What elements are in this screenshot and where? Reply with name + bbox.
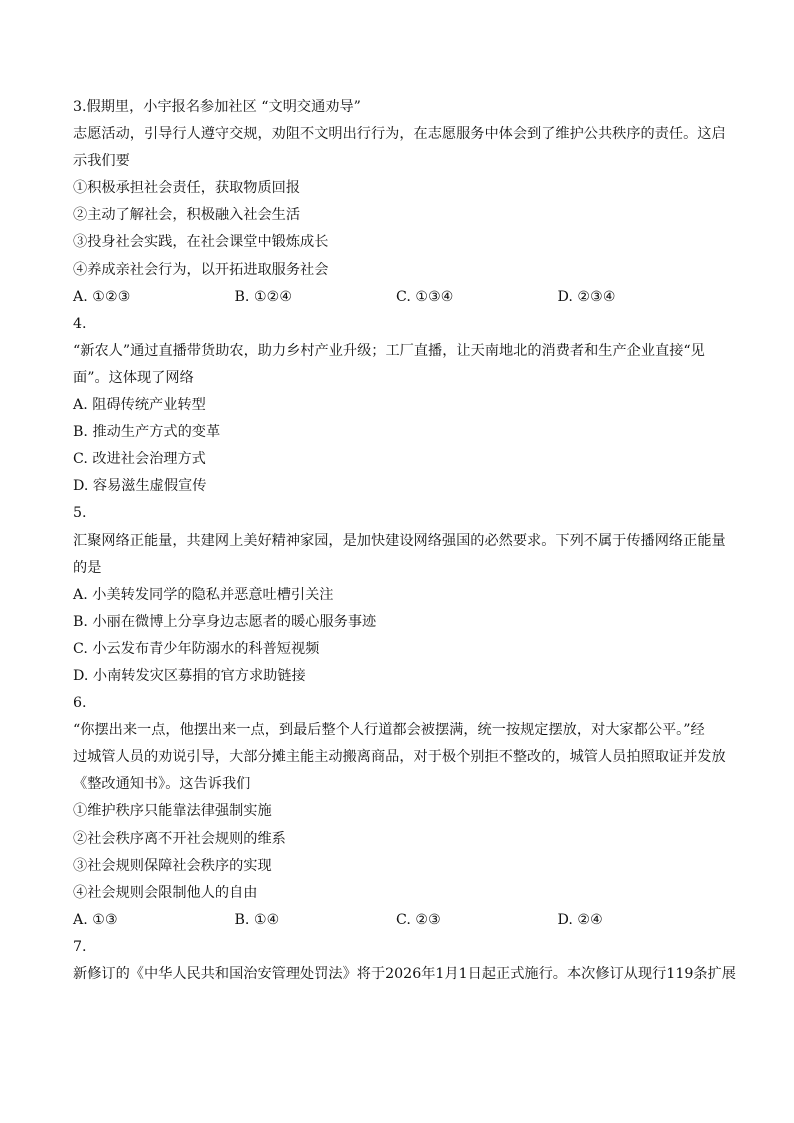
q6-option-a[interactable]: A. ①③ — [73, 911, 118, 928]
q5-stem-line-2: 的是 — [73, 559, 102, 576]
q6-option-c[interactable]: C. ②③ — [396, 911, 441, 928]
q4-number: 4. — [73, 315, 87, 332]
q3-statement-1: ①积极承担社会责任，获取物质回报 — [73, 180, 301, 197]
q6-statement-2: ②社会秩序离不开社会规则的维系 — [73, 830, 286, 847]
q3-stem-first: 假期里，小宇报名参加社区 “文明交通劝导” — [86, 99, 361, 115]
q6-stem-line-1: “你摆出来一点，他摆出来一点，到最后整个人行道都会被摆满，统一按规定摆放，对大家都公平。”经 — [73, 722, 705, 739]
q5-option-c[interactable]: C. 小云发布青少年防溺水的科普短视频 — [73, 640, 320, 657]
q5-option-d[interactable]: D. 小南转发灾区募捐的官方求助链接 — [73, 667, 306, 684]
q6-option-d[interactable]: D. ②④ — [557, 911, 603, 928]
q3-option-c[interactable]: C. ①③④ — [396, 288, 454, 305]
q3-stem-line-2: 示我们要 — [73, 153, 130, 170]
q6-number: 6. — [73, 695, 87, 712]
q5-option-b[interactable]: B. 小丽在微博上分享身边志愿者的暖心服务事迹 — [73, 613, 377, 630]
q3-stem-line-1: 志愿活动，引导行人遵守交规，劝阻不文明出行行为，在志愿服务中体会到了维护公共秩序的责任。这启 — [73, 126, 726, 143]
q7-number: 7. — [73, 938, 87, 955]
q3-statement-2: ②主动了解社会，积极融入社会生活 — [73, 207, 301, 224]
q3-header — [73, 94, 723, 121]
q3-option-b[interactable]: B. ①②④ — [234, 288, 293, 305]
q4-option-a[interactable]: A. 阻碍传统产业转型 — [73, 397, 206, 414]
q6-statement-1: ①维护秩序只能靠法律强制实施 — [73, 803, 272, 820]
q5-number: 5. — [73, 505, 87, 522]
q7-stem-line-1: 新修订的《中华人民共和国治安管理处罚法》将于2026年1月1日起正式施行。本次修订从现行119条扩展 — [73, 966, 736, 982]
q4-stem-line-2: 面”。这体现了网络 — [73, 369, 194, 386]
q6-option-b[interactable]: B. ①④ — [234, 911, 280, 928]
q6-stem-line-2: 过城管人员的劝说引导，大部分摊主能主动搬离商品，对于极个别拒不整改的，城管人员拍照取证并发放 — [73, 749, 726, 766]
q5-option-a[interactable]: A. 小美转发同学的隐私并恶意吐槽引关注 — [73, 586, 334, 603]
q6-statement-4: ④社会规则会限制他人的自由 — [73, 884, 258, 901]
q6-statement-3: ③社会规则保障社会秩序的实现 — [73, 857, 272, 874]
q3-number: 3. — [73, 99, 87, 115]
q3-options — [73, 284, 723, 311]
exam-page — [73, 94, 736, 988]
q3-statement-3: ③投身社会实践，在社会课堂中锻炼成长 — [73, 234, 329, 251]
q5-stem-line-1: 汇聚网络正能量，共建网上美好精神家园，是加快建设网络强国的必然要求。下列不属于传播网络正能量 — [73, 532, 726, 549]
q3-option-a[interactable]: A. ①②③ — [73, 288, 131, 305]
q6-stem-line-3: 《整改通知书》。这告诉我们 — [73, 776, 251, 793]
q4-option-b[interactable]: B. 推动生产方式的变革 — [73, 424, 221, 441]
q3-option-d[interactable]: D. ②③④ — [557, 288, 616, 305]
q4-stem-line-1: “新农人”通过直播带货助农，助力乡村产业升级；工厂直播，让天南地北的消费者和生产企业直接“见 — [73, 342, 705, 359]
q3-statement-4: ④养成亲社会行为，以开拓进取服务社会 — [73, 261, 329, 278]
q4-option-d[interactable]: D. 容易滋生虚假宣传 — [73, 478, 207, 495]
q6-options — [73, 907, 723, 934]
q4-option-c[interactable]: C. 改进社会治理方式 — [73, 451, 206, 468]
